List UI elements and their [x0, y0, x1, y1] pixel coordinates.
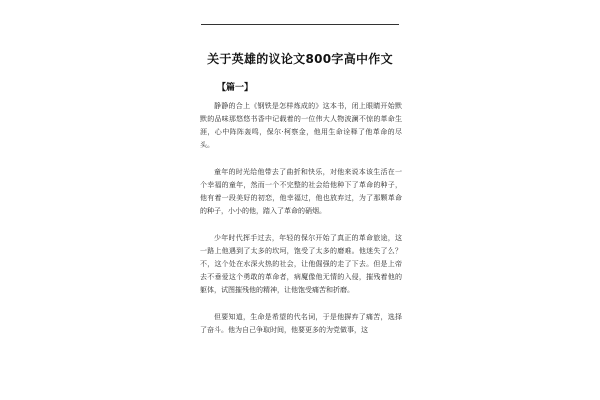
paragraph-2: 童年的时光给他带去了曲折和快乐，对他来说本该生活在一个幸福的童年，然而一个不完整的社会给他种下了革命的种子，他有着一段美好的初恋，他幸福过，他也放弃过，为了那颗革命的种子，小小的他，踏入了革命的硝烟。: [200, 168, 402, 215]
paragraph-1: 静静的合上《钢铁是怎样炼成的》这本书，闭上眼睛开始默默的品味那悠悠书香中记载着的一位伟大人物波澜不惊的革命生涯，心中阵阵轰鸣，保尔·柯察金，他用生命诠释了他革命的尽头。: [200, 102, 402, 149]
paragraph-3: 少年时代挥手过去，年轻的保尔开始了真正的革命旅途，这一路上他遇到了太多的坎坷，饱受了太多的磨难。他迷失了么？不，这个处在水深火热的社会，让他倔强的走了下去。但是上帝去不垂爱这个勇敢的革命者，病魔像他无情的入侵，摧残着他的躯体，试图摧残他的精神，让他饱受痛苦和折磨。: [200, 234, 402, 294]
document-title: 关于英雄的议论文800字高中作文: [207, 52, 393, 66]
article-body: [200, 100, 402, 351]
paragraph-4: 但要知道，生命是希望的代名词，于是他摒弃了痛苦，选择了奋斗。他为自己争取时间，他要更多的为党做事，这: [200, 313, 402, 334]
header-divider: [201, 24, 399, 25]
section-label: 【篇一】: [217, 83, 254, 93]
